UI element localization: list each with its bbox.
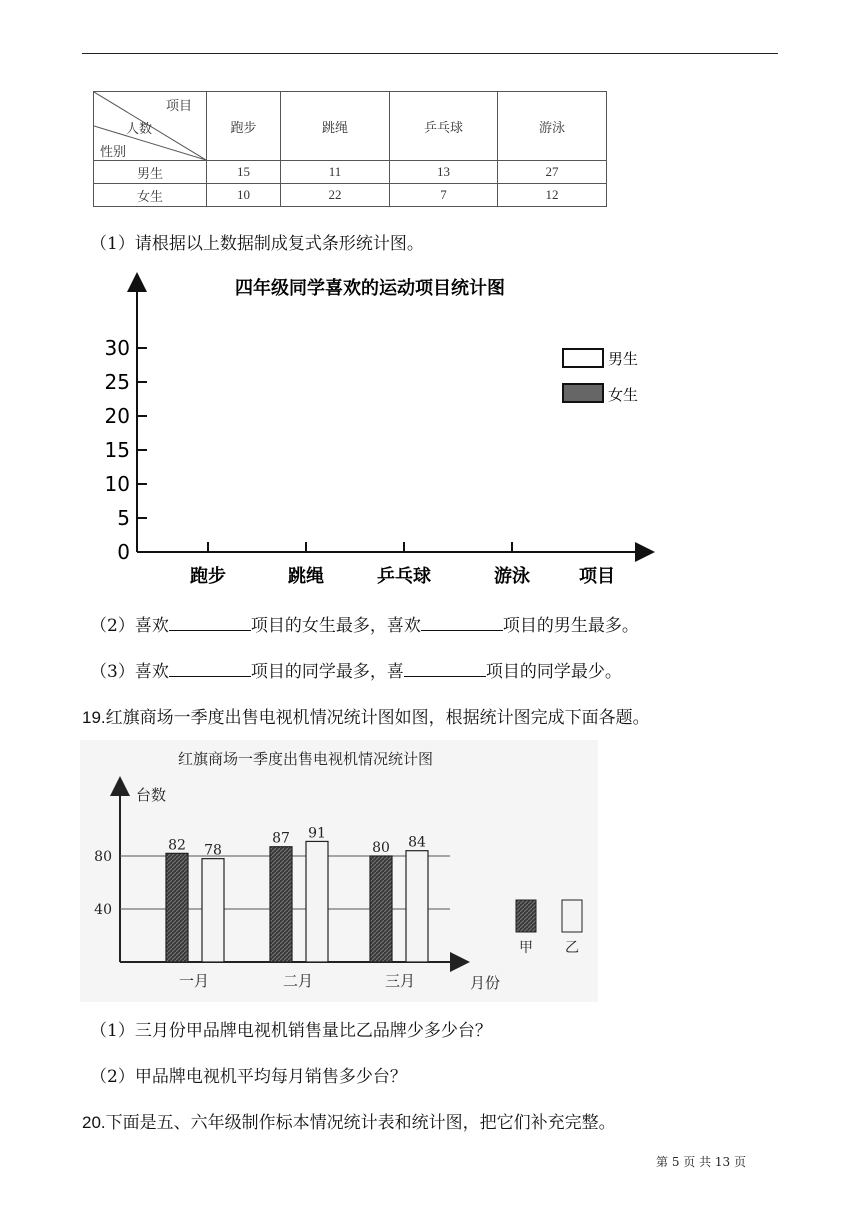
- legend-label-yi: 乙: [565, 940, 579, 956]
- y-tick-label: 0: [117, 540, 130, 564]
- table-cell: 15: [207, 161, 281, 184]
- table-cell: 12: [498, 184, 607, 207]
- page-footer: 第 5 页 共 13 页: [656, 1155, 746, 1169]
- table-cell: 11: [281, 161, 390, 184]
- bar-yi: [306, 841, 328, 962]
- legend-label-jia: 甲: [519, 940, 533, 956]
- question-number: 19.: [82, 708, 106, 727]
- x-tick-label: 跳绳: [288, 566, 324, 587]
- y-tick-label: 10: [104, 472, 130, 496]
- bar-yi: [406, 851, 428, 962]
- answer-blank[interactable]: [169, 616, 251, 631]
- question-19-1: （1）三月份甲品牌电视机销售量比乙品牌少多少台？: [90, 1021, 492, 1041]
- data-label: 80: [372, 840, 390, 856]
- y-tick-label: 80: [94, 849, 112, 865]
- y-tick-label: 25: [104, 370, 130, 394]
- corner-count-label: 人数: [126, 121, 153, 136]
- question-number: 20.: [82, 1113, 106, 1132]
- chart-title: 红旗商场一季度出售电视机情况统计图: [178, 750, 434, 768]
- data-label: 78: [204, 842, 222, 859]
- legend-swatch-jia: [516, 900, 536, 932]
- column-header: 跑步: [207, 92, 281, 161]
- bar-jia: [370, 856, 392, 962]
- table-cell: 27: [498, 161, 607, 184]
- bar-yi: [202, 859, 224, 962]
- q18-2-part-c: 项目的男生最多。: [502, 616, 639, 636]
- sports-data-table: [93, 91, 607, 207]
- bar-jia: [166, 853, 188, 962]
- y-axis-label: 台数: [136, 786, 167, 804]
- corner-gender-label: 性别: [100, 144, 127, 159]
- answer-blank[interactable]: [421, 616, 503, 631]
- q18-3-part-a: （3）喜欢: [90, 662, 169, 682]
- header-rule: [82, 53, 778, 54]
- chart-title: 四年级同学喜欢的运动项目统计图: [235, 278, 505, 299]
- table-row: [94, 184, 607, 207]
- column-header: 乒乓球: [390, 92, 498, 161]
- legend-swatch-yi: [562, 900, 582, 932]
- y-tick-label: 5: [117, 506, 130, 530]
- column-header: 游泳: [498, 92, 607, 161]
- x-axis-label: 项目: [579, 566, 615, 587]
- q18-3-part-c: 项目的同学最少。: [485, 662, 622, 682]
- x-tick-label: 一月: [178, 972, 210, 990]
- legend-swatch-boys: [563, 349, 603, 367]
- question-18-2: [90, 611, 639, 636]
- table-cell: 22: [281, 184, 390, 207]
- tv-sales-chart: [80, 740, 598, 1002]
- table-cell: 7: [390, 184, 498, 207]
- q18-2-part-b: 项目的女生最多，喜欢: [250, 616, 421, 636]
- data-label: 87: [272, 830, 290, 847]
- x-axis-label: 月份: [470, 974, 501, 992]
- answer-blank[interactable]: [404, 662, 486, 677]
- question-19: [82, 703, 650, 728]
- x-tick-label: 乒乓球: [377, 566, 431, 587]
- question-18-3: [90, 657, 622, 682]
- q18-3-part-b: 项目的同学最多，喜: [250, 662, 404, 682]
- bar-jia: [270, 847, 292, 962]
- answer-blank[interactable]: [169, 662, 251, 677]
- chart-legend: [516, 900, 582, 956]
- legend-label-boys: 男生: [608, 350, 639, 368]
- table-corner-cell: [94, 92, 207, 161]
- table-cell: 13: [390, 161, 498, 184]
- legend-label-girls: 女生: [608, 386, 639, 404]
- x-tick-label: 二月: [282, 972, 314, 990]
- question-text: 下面是五、六年级制作标本情况统计表和统计图，把它们补充完整。: [105, 1113, 616, 1133]
- y-tick-label: 30: [104, 336, 130, 360]
- q18-2-part-a: （2）喜欢: [90, 616, 169, 636]
- table-row: [94, 161, 607, 184]
- x-tick-label: 游泳: [494, 566, 530, 587]
- x-tick-label: 跑步: [190, 566, 226, 587]
- question-text: 红旗商场一季度出售电视机情况统计图如图，根据统计图完成下面各题。: [105, 708, 650, 728]
- question-19-2: （2）甲品牌电视机平均每月销售多少台？: [90, 1067, 407, 1087]
- table-cell: 10: [207, 184, 281, 207]
- row-label: 女生: [94, 184, 207, 207]
- data-label: 84: [408, 834, 426, 851]
- sports-chart: [0, 260, 860, 600]
- chart-legend: [563, 349, 638, 404]
- row-label: 男生: [94, 161, 207, 184]
- legend-swatch-girls: [563, 384, 603, 402]
- y-tick-label: 20: [104, 404, 130, 428]
- question-18-1: （1）请根据以上数据制成复式条形统计图。: [90, 234, 424, 254]
- data-label: 82: [168, 837, 186, 854]
- y-tick-label: 40: [94, 902, 112, 918]
- data-label: 91: [308, 825, 326, 842]
- y-tick-label: 15: [104, 438, 130, 462]
- column-header: 跳绳: [281, 92, 390, 161]
- x-tick-label: 三月: [384, 972, 416, 990]
- corner-item-label: 项目: [166, 98, 193, 113]
- question-20: [82, 1108, 616, 1133]
